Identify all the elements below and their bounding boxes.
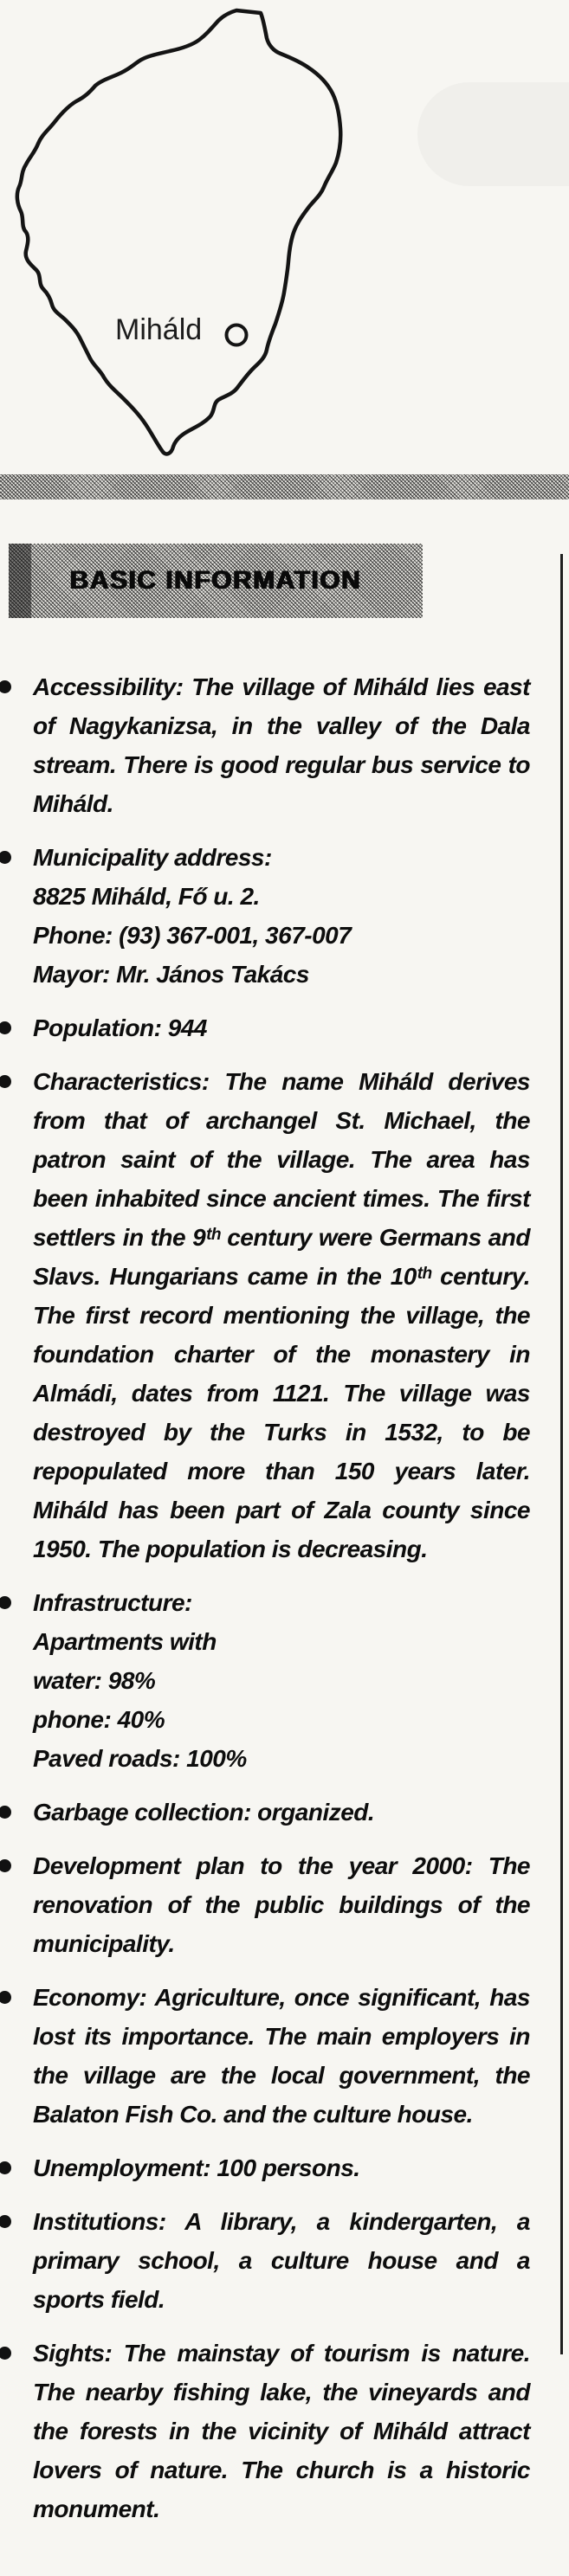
page-title: BASIC INFORMATION: [69, 566, 362, 595]
info-item-economy: [0, 1978, 530, 2134]
village-location-marker: [227, 325, 247, 345]
bullet-icon: [0, 1596, 11, 1609]
info-item-text-institutions: Institutions: A library, a kindergarten, a primary school, a culture house and a sports field.: [33, 2208, 530, 2313]
county-border: [17, 10, 340, 454]
info-item-text-garbage-collection: Garbage collection: organized.: [33, 1799, 375, 1826]
info-item-sights: [0, 2334, 530, 2528]
info-item-municipality-address: [0, 838, 530, 994]
info-item-text-municipality-address: Municipality address: 8825 Miháld, Fő u. 2. Phone: (93) 367-001, 367-007 Mayor: Mr. János Takács: [33, 844, 352, 988]
bullet-icon: [0, 2347, 11, 2360]
info-item-accessibility: [0, 667, 530, 823]
section-divider-band: [0, 474, 569, 499]
bullet-icon: [0, 1021, 11, 1034]
info-item-development-plan: [0, 1846, 530, 1963]
info-item-text-population: Population: 944: [33, 1014, 207, 1041]
bullet-icon: [0, 1075, 11, 1088]
bullet-icon: [0, 2215, 11, 2228]
info-list: [0, 667, 569, 2543]
bullet-icon: [0, 851, 11, 864]
bullet-icon: [0, 2161, 11, 2174]
info-item-text-infrastructure: Infrastructure: Apartments with water: 98% phone: 40% Paved roads: 100%: [33, 1589, 247, 1772]
bullet-icon: [0, 1991, 11, 2004]
info-item-infrastructure: [0, 1583, 530, 1778]
bullet-icon: [0, 1859, 11, 1872]
info-item-garbage-collection: [0, 1793, 530, 1832]
info-item-characteristics: [0, 1062, 530, 1568]
info-item-text-economy: Economy: Agriculture, once significant, has lost its importance. The main employers in the village are the local government, the Balaton Fish Co. and the culture house.: [33, 1984, 530, 2128]
basic-information-header: [9, 544, 423, 618]
info-item-text-accessibility: Accessibility: The village of Miháld lies east of Nagykanizsa, in the valley of the Dala stream. There is good regular bus service to Miháld.: [33, 673, 530, 817]
info-item-text-unemployment: Unemployment: 100 persons.: [33, 2154, 360, 2181]
bullet-icon: [0, 680, 11, 693]
scan-light-artifact: [417, 82, 569, 186]
info-item-text-sights: Sights: The mainstay of tourism is nature. The nearby fishing lake, the vineyards and the forests in the vicinity of Miháld attract lovers of nature. The church is a historic monument.: [33, 2340, 530, 2522]
map-svg: [0, 0, 372, 476]
info-item-text-development-plan: Development plan to the year 2000: The renovation of the public buildings of the municipality.: [33, 1852, 530, 1957]
county-outline-map: [0, 0, 372, 476]
info-item-text-characteristics: Characteristics: The name Miháld derives from that of archangel St. Michael, the patron saint of the village. The area has been inhabited since ancient times. The first settlers in the 9ᵗʰ century were Germans and Slavs. Hungarians came in the 10ᵗʰ century. The first record mentioning the village, the foundation charter of the monastery in Almádi, dates from 1121. The village was destroyed by the Turks in 1532, to be repopulated more than 150 years later. Miháld has been part of Zala county since 1950. The population is decreasing.: [33, 1068, 530, 1562]
info-item-population: [0, 1008, 530, 1047]
village-name-label: Miháld: [115, 313, 203, 346]
info-item-institutions: [0, 2202, 530, 2319]
bullet-icon: [0, 1806, 11, 1819]
info-item-unemployment: [0, 2148, 530, 2187]
